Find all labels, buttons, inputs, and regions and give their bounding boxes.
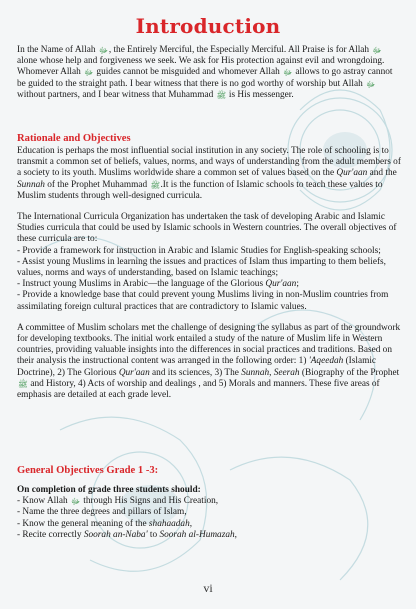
honorific-symbol: ﷻ [372, 46, 382, 55]
intro-paragraph [17, 45, 403, 101]
grade-objective-item [17, 519, 403, 530]
objective-item [17, 279, 403, 290]
text-run: (Islamic Doctrine), 2) The Glorious [17, 356, 377, 378]
text-run: guides cannot be misguided and whomever Allah [94, 67, 283, 78]
honorific-symbol: ﷻ [283, 68, 293, 78]
text-run: - Assist young Muslims in learning the issues and practices of Islam thus imparting to them beliefs, values, norms and ways of understanding, based on Islamic teachings; [17, 256, 386, 279]
text-run: .It is the function of Islamic schools to teach these values to Muslim students through well-designed curricula. [17, 179, 383, 201]
text-run: , the Entirely Merciful, the Especially Merciful. All Praise is for Allah [108, 45, 372, 55]
italic-term: Qur'aan [118, 367, 150, 378]
text-run: Education is perhaps the most influential social institution in any society. The role of schooling is to transmit a common set of beliefs, values, norms, and ways of understanding from the adult members of a society to its youth. Muslims worldwide share a common set of values based on the [17, 146, 401, 179]
objective-item [17, 246, 403, 257]
honorific-symbol: ﷻ [98, 46, 108, 55]
general-objectives-heading: General Objectives Grade 1 -3: [17, 465, 159, 476]
text-run: In the Name of Allah [17, 45, 98, 55]
objective-item [17, 257, 403, 279]
honorific-symbol: ﷻ [366, 79, 376, 89]
text-run: and the [367, 168, 397, 179]
text-run: - Name the three degrees and pillars of Islam, [17, 507, 187, 518]
text-run: A committee of Muslim scholars met the challenge of designing the syllabus as part of the groundwork for developing textbooks. The initial work entailed a study of the nature of Muslim life in Western countries, providing valuable insights into the differences in social practices and traditions. Based on their analysis the instructional content was arranged in the following order: 1) [17, 322, 401, 367]
text-run: without partners, and I bear witness that Muhammad [17, 89, 216, 100]
text-run: to [147, 529, 160, 540]
rationale-paragraph-2: The International Curricula Organization has undertaken the task of developing Arabic and Islamic Studies curricula that could be used by Islamic schools in Western countries. The overall objectives of these curricula are to: [17, 212, 397, 245]
page-title: Introduction [135, 14, 281, 38]
text-run: and History, 4) Acts of worship and dealings , and 5) Morals and manners. These five areas of emphasis are detailed at each grade level. [17, 378, 380, 401]
italic-term: Soorah an-Naba' [83, 529, 148, 540]
honorific-symbol: ﷺ [216, 90, 227, 100]
general-objectives-section [17, 485, 403, 541]
grade-objective-item [17, 507, 403, 518]
italic-term: Qur'aan [336, 168, 368, 179]
text-run: - Recite correctly [17, 529, 84, 540]
rationale-paragraph-3 [17, 323, 403, 401]
objectives-list [17, 246, 403, 313]
rationale-section [17, 146, 403, 401]
text-run: - Provide a knowledge base that could prevent young Muslims living in non-Muslim countries from assimilating foreign cultural practices that are contradictory to Islamic values. [17, 290, 389, 312]
text-run: ; [296, 279, 299, 290]
page-number: vi [203, 581, 213, 595]
text-run: allows to go astray cannot be guided to the straight path. I bear witness that there is no god worthy of worship but Allah [17, 67, 393, 89]
text-run: (Biography of the Prophet [299, 367, 400, 378]
text-run: of the Prophet Muhammad [44, 179, 150, 190]
honorific-symbol: ﷻ [84, 68, 94, 78]
honorific-symbol: ﷻ [70, 497, 80, 507]
italic-term: Sunnah [17, 179, 45, 190]
italic-term: Qur'aan [265, 279, 297, 290]
text-run: - Know Allah [17, 496, 70, 507]
text-run: is His messenger. [226, 89, 294, 100]
rationale-paragraph-1 [17, 146, 403, 202]
text-run: through His Signs and His Creation, [80, 496, 219, 507]
text-run: - Provide a framework for instruction in Arabic and Islamic Studies for English-speaking schools; [17, 245, 381, 256]
grade-objective-item [17, 496, 403, 507]
text-run: alone whose help and forgiveness we seek. We ask for His protection against evil and wrongdoing. Whomever Allah [17, 56, 385, 78]
italic-term: Sunnah, Seerah [241, 367, 300, 378]
intro-text [17, 45, 403, 101]
text-run: and its sciences, 3) The [149, 367, 242, 378]
objective-item [17, 290, 403, 312]
text-run: - Instruct young Muslims in Arabic—the language of the Glorious [17, 279, 266, 290]
italic-term: 'Aqeedah [308, 356, 344, 367]
grade-objectives-list [17, 496, 403, 541]
italic-term: shahaadah, [148, 518, 193, 529]
honorific-symbol: ﷺ [150, 180, 161, 190]
text-run: - Know the general meaning of the [17, 518, 149, 529]
grade-objective-item [17, 530, 403, 541]
italic-term: Soorah al-Humazah, [159, 529, 237, 540]
honorific-symbol: ﷺ [18, 379, 28, 389]
rationale-heading: Rationale and Objectives [17, 133, 131, 144]
general-objectives-subheading: On completion of grade three students should: [17, 485, 201, 495]
